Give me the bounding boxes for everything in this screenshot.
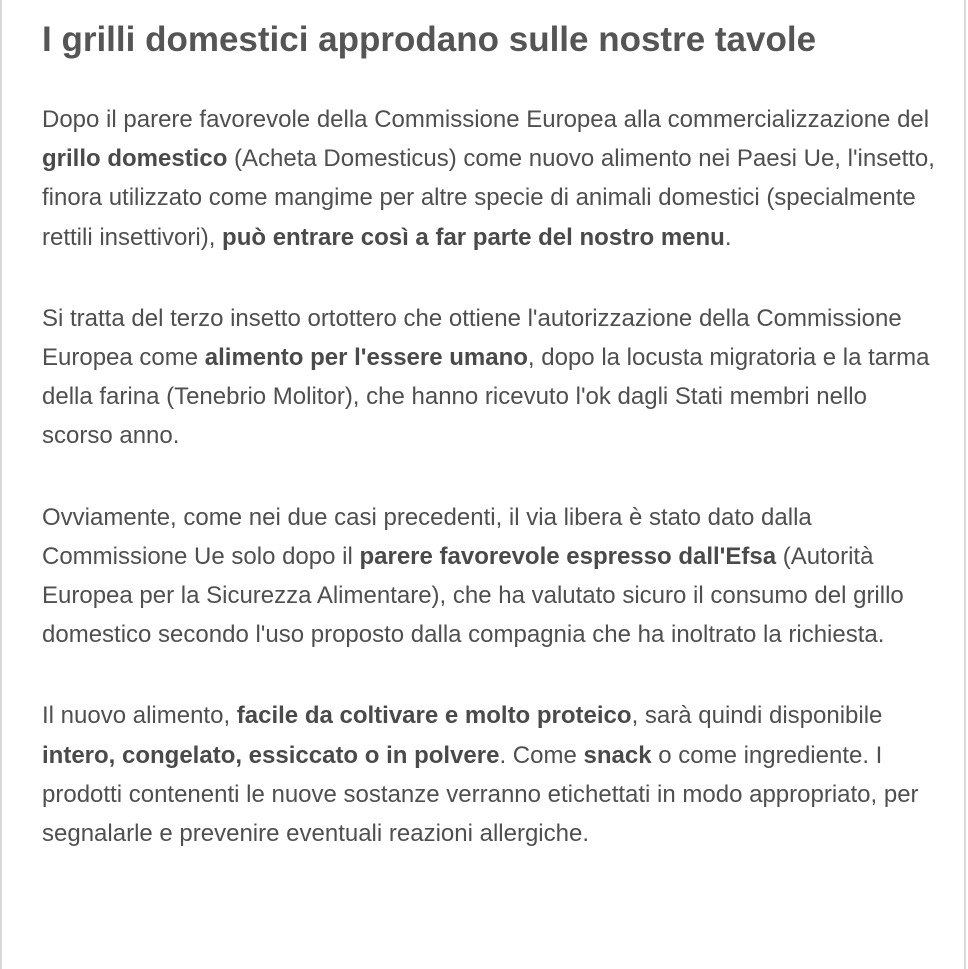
paragraph-text: . — [724, 223, 732, 251]
paragraph-text: , dopo la locusta migratoria e la tarma della farina (Tenebrio Molitor), che hanno ricevuto l'ok dagli Stati membri nello scorso anno. — [42, 344, 930, 450]
article-paragraph-2 — [42, 299, 942, 456]
paragraph-text: . Come — [499, 741, 584, 769]
paragraph-text: (Autorità Europea per la Sicurezza Alimentare), che ha valutato sicuro il consumo del grillo domestico secondo l'uso proposto dalla compagnia che ha inoltrato la richiesta. — [42, 542, 904, 649]
paragraph-text: , sarà quindi disponibile — [631, 702, 883, 730]
paragraph-text: Si tratta del terzo insetto ortottero che ottiene l'autorizzazione della Commissione Europea come — [42, 304, 902, 372]
paragraph-text: (Acheta Domesticus) come nuovo alimento nei Paesi Ue, l'insetto, finora utilizzato come mangime per altre specie di animali domestici (specialmente rettili insettivori), — [42, 145, 935, 251]
paragraph-text: Ovviamente, come nei due casi precedenti, il via libera è stato dato dalla Commissione Ue solo dopo il — [42, 503, 812, 570]
paragraph-bold-text: grillo domestico — [42, 145, 228, 173]
article-paragraph-1 — [42, 100, 942, 257]
paragraph-bold-text: facile da coltivare e molto proteico — [236, 702, 632, 730]
paragraph-bold-text: può entrare così a far parte del nostro menu — [222, 223, 725, 251]
article-paragraph-3 — [42, 498, 942, 655]
paragraph-bold-text: intero, congelato, essiccato o in polvere — [42, 741, 500, 769]
paragraph-text: Dopo il parere favorevole della Commissione Europea alla commercializzazione del — [42, 106, 930, 133]
paragraph-text: Il nuovo alimento, — [42, 702, 237, 730]
article — [42, 18, 942, 895]
article-title: I grilli domestici approdano sulle nostre tavole — [42, 20, 817, 59]
article-paragraph-4 — [42, 696, 942, 853]
paragraph-text: o come ingrediente. I prodotti contenenti le nuove sostanze verranno etichettati in modo appropriato, per segnalarle e prevenire eventuali reazioni allergiche. — [42, 741, 919, 848]
paragraph-bold-text: snack — [583, 741, 652, 769]
paragraph-bold-text: alimento per l'essere umano — [204, 344, 528, 372]
paragraph-bold-text: parere favorevole espresso dall'Efsa — [359, 542, 777, 570]
